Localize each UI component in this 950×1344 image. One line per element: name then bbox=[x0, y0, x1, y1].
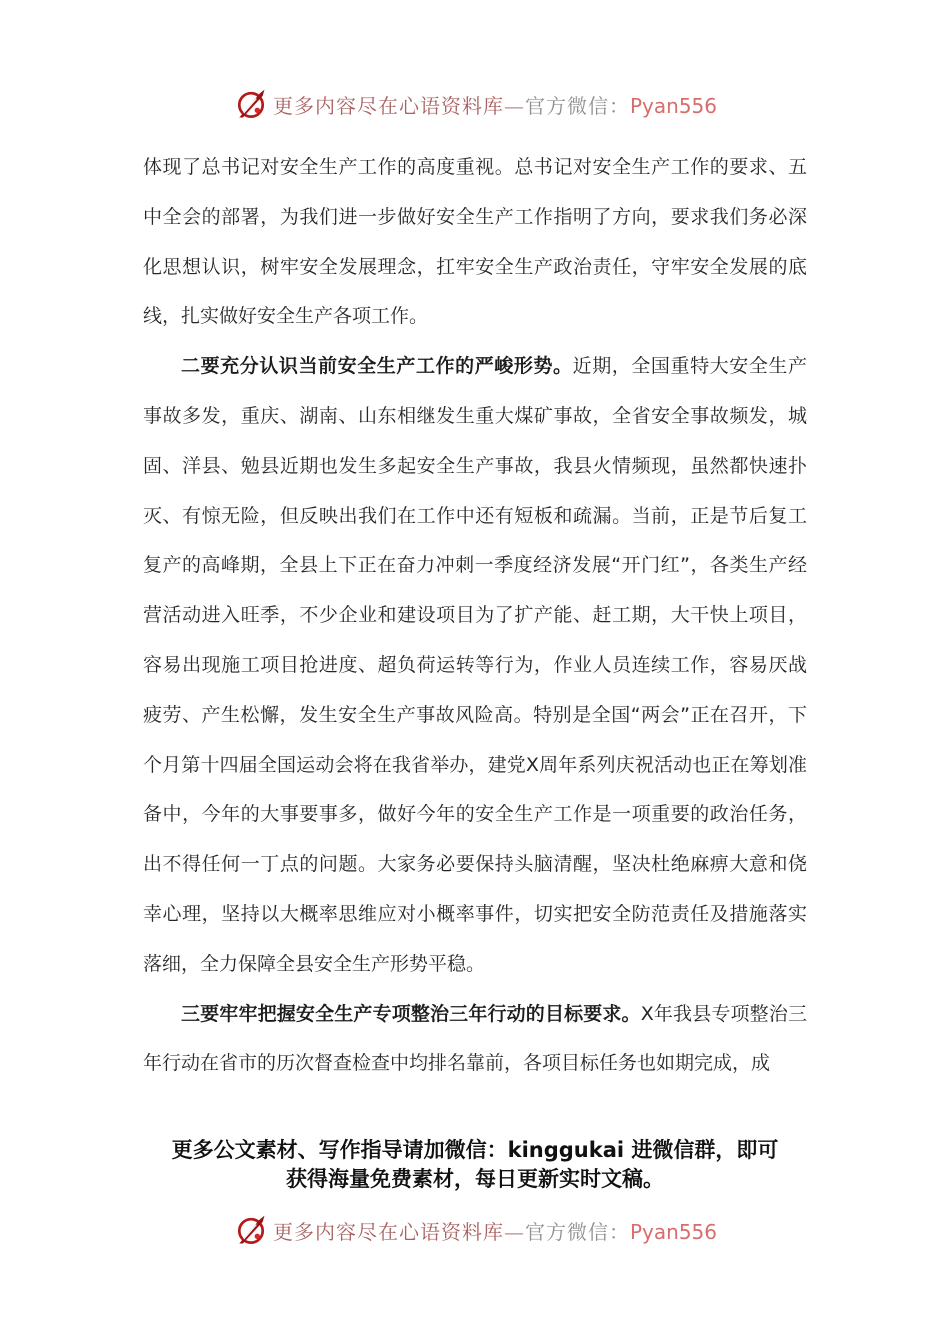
paragraph-2-heading: 二要充分认识当前安全生产工作的严峻形势。 bbox=[181, 355, 573, 378]
paragraph-3-heading: 三要牢牢把握安全生产专项整治三年行动的目标要求。 bbox=[181, 1002, 641, 1025]
banner-site-name: 更多内容尽在心语资料库 bbox=[272, 93, 504, 118]
paragraph-3 bbox=[143, 990, 807, 1090]
footer-promo-line-2: 获得海量免费素材，每日更新实时文稿。 bbox=[286, 1167, 664, 1191]
banner-separator: — bbox=[503, 93, 525, 118]
banner-label: 官方微信： bbox=[524, 1219, 630, 1244]
paragraph-2 bbox=[143, 342, 807, 989]
banner-label: 官方微信： bbox=[524, 93, 630, 118]
document-body bbox=[143, 143, 807, 1089]
footer-promo-line-1: 更多公文素材、写作指导请加微信：kinggukai 进微信群，即可 bbox=[171, 1138, 779, 1162]
paragraph-3-text: X年我县专项整治三年行动在省市的历次督查检查中均排名靠前，各项目标任务也如期完成，成 bbox=[143, 1002, 807, 1075]
paragraph-1 bbox=[143, 143, 807, 342]
footer-promo bbox=[100, 1136, 850, 1194]
footer-banner bbox=[0, 1210, 950, 1250]
footer-banner-text bbox=[273, 1216, 717, 1245]
banner-site-name: 更多内容尽在心语资料库 bbox=[272, 1219, 504, 1244]
header-banner-text bbox=[273, 90, 717, 119]
header-banner bbox=[0, 84, 950, 124]
paragraph-2-text: 近期，全国重特大安全生产事故多发，重庆、湖南、山东相继发生重大煤矿事故，全省安全事故频发，城固、洋县、勉县近期也发生多起安全生产事故，我县火情频现，虽然都快速扑灭、有惊无险，但反映出我们在工作中还有短板和疏漏。当前，正是节后复工复产的高峰期，全县上下正在奋力冲刺一季度经济发展“开门红”，各类生产经营活动进入旺季，不少企业和建设项目为了扩产能、赶工期，大干快上项目，容易出现施工项目抢进度、超负荷运转等行为，作业人员连续工作，容易厌战疲劳、产生松懈，发生安全生产事故风险高。特别是全国“两会”正在召开，下个月第十四届全国运动会将在我省举办，建党X周年系列庆祝活动也正在筹划准备中，今年的大事要事多，做好今年的安全生产工作是一项重要的政治任务，出不得任何一丁点的问题。大家务必要保持头脑清醒，坚决杜绝麻痹大意和侥幸心理，坚持以大概率思维应对小概率事件，切实把安全防范责任及措施落实落细，全力保障全县安全生产形势平稳。 bbox=[143, 355, 807, 975]
banner-wechat-id: Pyan556 bbox=[629, 93, 717, 118]
banner-wechat-id: Pyan556 bbox=[629, 1219, 717, 1244]
quill-logo-icon bbox=[233, 86, 269, 122]
quill-logo-icon bbox=[233, 1212, 269, 1248]
banner-separator: — bbox=[503, 1219, 525, 1244]
paragraph-1-text: 体现了总书记对安全生产工作的高度重视。总书记对安全生产工作的要求、五中全会的部署，为我们进一步做好安全生产工作指明了方向，要求我们务必深化思想认识，树牢安全发展理念，扛牢安全生产政治责任，守牢安全发展的底线，扎实做好安全生产各项工作。 bbox=[143, 156, 807, 328]
